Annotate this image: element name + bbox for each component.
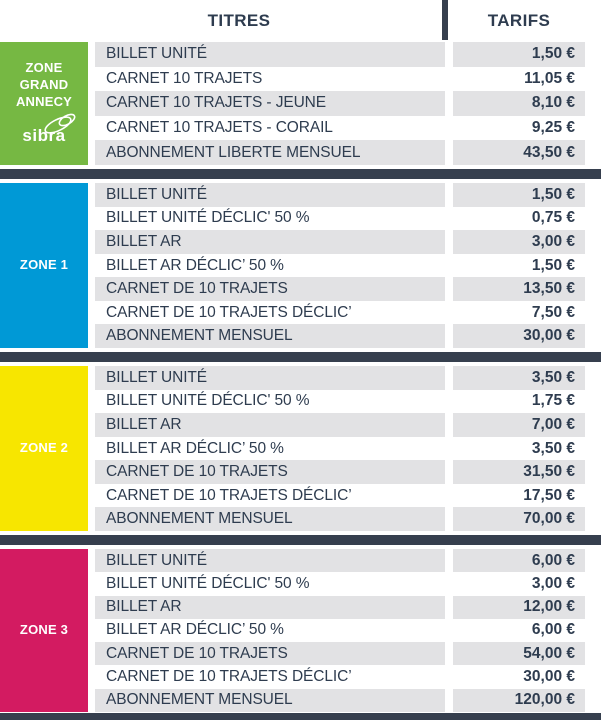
fare-row xyxy=(95,549,601,572)
fare-row xyxy=(95,277,601,301)
fare-row xyxy=(95,42,601,67)
fare-row xyxy=(95,596,601,619)
fare-price: 7,50 € xyxy=(531,303,575,321)
fare-title: CARNET 10 TRAJETS - JEUNE xyxy=(95,91,445,116)
fare-price: 3,50 € xyxy=(453,366,585,390)
fare-row xyxy=(95,207,601,231)
zone-label-zone-3 xyxy=(0,549,88,712)
zone-label-text: ZONE 2 xyxy=(19,440,69,456)
fare-title: CARNET DE 10 TRAJETS DÉCLIC’ xyxy=(106,668,352,686)
zone-label-text: ZONE xyxy=(25,60,63,76)
fare-title: BILLET UNITÉ xyxy=(95,549,445,572)
fare-price: 3,50 € xyxy=(531,439,575,457)
fare-price: 70,00 € xyxy=(453,507,585,531)
fare-price: 12,00 € xyxy=(453,596,585,619)
fare-title: BILLET UNITÉ xyxy=(95,366,445,390)
fare-title: BILLET AR DÉCLIC’ 50 % xyxy=(106,439,284,457)
fare-row xyxy=(95,642,601,665)
fare-price: 1,50 € xyxy=(453,183,585,207)
fare-price: 30,00 € xyxy=(523,668,575,686)
fare-price: 1,50 € xyxy=(531,256,575,274)
fare-title: BILLET AR xyxy=(95,596,445,619)
fare-price: 0,75 € xyxy=(531,209,575,227)
fare-price: 8,10 € xyxy=(453,91,585,116)
fare-price: 9,25 € xyxy=(531,119,575,137)
fare-row xyxy=(95,460,601,484)
fare-price: 3,00 € xyxy=(453,230,585,254)
fare-rows xyxy=(95,42,601,165)
section-zone-grand-annecy xyxy=(0,42,601,165)
fare-title: CARNET DE 10 TRAJETS DÉCLIC’ xyxy=(106,303,352,321)
fare-price: 1,50 € xyxy=(453,42,585,67)
fare-price: 6,00 € xyxy=(531,621,575,639)
sibra-logo xyxy=(22,125,65,147)
fare-title: ABONNEMENT MENSUEL xyxy=(95,324,445,348)
sibra-swirl-icon xyxy=(38,112,80,136)
fare-title: BILLET UNITÉ DÉCLIC' 50 % xyxy=(106,209,310,227)
fare-row xyxy=(95,507,601,531)
fare-title: ABONNEMENT MENSUEL xyxy=(95,689,445,712)
sibra-logo-text: sibra xyxy=(22,125,66,145)
fare-price: 17,50 € xyxy=(523,486,575,504)
fare-price: 43,50 € xyxy=(453,140,585,165)
section-zone-3 xyxy=(0,549,601,712)
fare-row xyxy=(95,390,601,414)
fare-row xyxy=(95,230,601,254)
table-header xyxy=(0,0,601,42)
fare-row xyxy=(95,140,601,165)
fare-title: BILLET AR xyxy=(95,230,445,254)
fare-price: 30,00 € xyxy=(453,324,585,348)
fare-title: ABONNEMENT MENSUEL xyxy=(95,507,445,531)
zone-label-text: ZONE 1 xyxy=(19,257,69,273)
zone-label-text: ANNECY xyxy=(15,93,73,109)
fare-sections xyxy=(0,42,601,712)
fare-row xyxy=(95,665,601,688)
fare-row xyxy=(95,413,601,437)
header-divider xyxy=(442,0,448,40)
section-zone-1 xyxy=(0,183,601,348)
fare-price: 120,00 € xyxy=(453,689,585,712)
fare-rows xyxy=(95,183,601,348)
fare-row xyxy=(95,484,601,508)
section-zone-2 xyxy=(0,366,601,531)
section-separator xyxy=(0,169,601,179)
fare-rows xyxy=(95,549,601,712)
fare-row xyxy=(95,301,601,325)
fare-title: BILLET AR DÉCLIC’ 50 % xyxy=(106,256,284,274)
fare-row xyxy=(95,572,601,595)
fare-title: BILLET UNITÉ DÉCLIC' 50 % xyxy=(106,574,310,592)
fare-title: BILLET UNITÉ DÉCLIC' 50 % xyxy=(106,392,310,410)
zone-label-zone-grand-annecy xyxy=(0,42,88,165)
column-header-titres: TITRES xyxy=(207,11,271,30)
fare-price: 1,75 € xyxy=(531,392,575,410)
fare-row xyxy=(95,437,601,461)
fare-title: BILLET UNITÉ xyxy=(95,183,445,207)
zone-label-zone-1 xyxy=(0,183,88,348)
section-separator xyxy=(0,352,601,362)
fare-row xyxy=(95,254,601,278)
fare-title: ABONNEMENT LIBERTE MENSUEL xyxy=(95,140,445,165)
column-header-tarifs: TARIFS xyxy=(487,11,551,30)
fare-row xyxy=(95,689,601,712)
section-separator xyxy=(0,535,601,545)
fare-title: BILLET UNITÉ xyxy=(95,42,445,67)
fare-row xyxy=(95,91,601,116)
fare-row xyxy=(95,67,601,92)
fare-title: CARNET 10 TRAJETS - CORAIL xyxy=(106,119,333,137)
fare-row xyxy=(95,183,601,207)
fare-price: 31,50 € xyxy=(453,460,585,484)
fare-title: BILLET AR xyxy=(95,413,445,437)
fare-title: CARNET DE 10 TRAJETS xyxy=(95,642,445,665)
fare-price: 6,00 € xyxy=(453,549,585,572)
fare-title: CARNET DE 10 TRAJETS xyxy=(95,277,445,301)
zone-label-text: ZONE 3 xyxy=(19,622,69,638)
fare-price: 54,00 € xyxy=(453,642,585,665)
zone-label-text: GRAND xyxy=(19,77,69,92)
fare-title: CARNET DE 10 TRAJETS DÉCLIC’ xyxy=(106,486,352,504)
fare-price: 7,00 € xyxy=(453,413,585,437)
fare-title: CARNET 10 TRAJETS xyxy=(106,69,263,87)
fare-title: CARNET DE 10 TRAJETS xyxy=(95,460,445,484)
fare-title: BILLET AR DÉCLIC’ 50 % xyxy=(106,621,284,639)
fare-price: 11,05 € xyxy=(524,69,575,87)
fare-row xyxy=(95,116,601,141)
fare-rows xyxy=(95,366,601,531)
fare-price: 3,00 € xyxy=(531,574,575,592)
fare-row xyxy=(95,366,601,390)
fare-price: 13,50 € xyxy=(453,277,585,301)
bottom-bar xyxy=(0,713,601,720)
fare-row xyxy=(95,619,601,642)
fare-row xyxy=(95,324,601,348)
zone-label-zone-2 xyxy=(0,366,88,531)
